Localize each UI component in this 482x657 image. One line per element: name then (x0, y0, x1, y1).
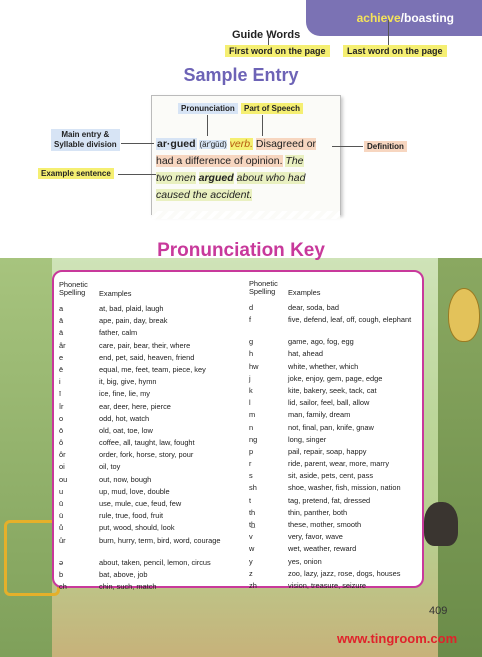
example-words: yes, onion (288, 556, 322, 566)
example-words: use, mule, cue, feud, few (99, 499, 182, 508)
phonetic-symbol: r (249, 459, 252, 469)
example-words: equal, me, feet, team, piece, key (99, 364, 206, 374)
phonetic-symbol: y (249, 556, 253, 566)
example-words: rule, true, food, fruit (99, 511, 164, 521)
definition-label: Definition (364, 141, 407, 152)
example-words: put, wood, should, look (99, 523, 175, 533)
entry-example-b: two men (156, 172, 196, 184)
example-words: care, pair, bear, their, where (99, 340, 191, 350)
key-row (249, 482, 421, 494)
phonetic-symbol: h (249, 349, 254, 359)
key-row (249, 507, 421, 519)
sample-entry-text (156, 136, 331, 204)
phonetic-symbol: k (249, 385, 253, 395)
phonetic-symbol: îr (59, 401, 64, 411)
example-words: about, taken, pencil, lemon, circus (99, 557, 211, 567)
key-row (59, 569, 249, 581)
key-rows-left (59, 303, 252, 593)
part-of-speech-label: Part of Speech (241, 103, 303, 114)
beehive-illustration (448, 288, 480, 342)
phonetic-symbol: ûr (59, 535, 66, 545)
entry-example-a: The (285, 155, 304, 167)
example-words: order, fork, horse, story, pour (99, 450, 194, 460)
first-word-label: First word on the page (225, 45, 330, 57)
example-words: end, pet, said, heaven, friend (99, 352, 195, 362)
phonetic-symbol: th (249, 507, 256, 517)
example-words: white, whether, which (288, 361, 359, 371)
definition-leader-line (332, 146, 363, 147)
key-row (59, 315, 252, 327)
phonetic-symbol: ə (59, 557, 64, 567)
key-row (59, 327, 249, 339)
phonetic-symbol: u (59, 486, 64, 496)
part-of-speech-leader-line (262, 115, 263, 136)
phonetic-symbol: e (59, 352, 64, 362)
example-words: zoo, lazy, jazz, rose, dogs, houses (288, 568, 401, 578)
example-words: not, final, pan, knife, gnaw (288, 422, 374, 432)
phonetic-symbol: j (249, 373, 251, 383)
key-rows-right (249, 302, 421, 592)
phonetic-symbol: ou (59, 474, 68, 484)
entry-example-d: caused the accident. (156, 189, 253, 201)
sample-entry-title: Sample Entry (183, 65, 299, 85)
main-entry-label-line1: Main entry & (61, 130, 110, 139)
phonetic-symbol: ch (59, 581, 67, 591)
key-row (249, 373, 421, 385)
key-row (249, 531, 421, 543)
examples-header: Examples (288, 288, 321, 297)
example-words: it, big, give, hymn (99, 377, 157, 387)
phonetic-symbol: t (249, 495, 252, 505)
phonetic-symbol: b (59, 569, 64, 579)
example-words: long, singer (288, 434, 327, 444)
entry-example-c: about who had (236, 172, 306, 184)
key-row (59, 522, 249, 534)
pronunciation-leader-line (207, 115, 208, 136)
example-words: pail, repair, soap, happy (288, 446, 367, 456)
key-row (59, 303, 249, 315)
guide-words-title: Guide Words (232, 29, 301, 41)
key-row (249, 434, 421, 446)
example-words: odd, hot, watch (99, 413, 150, 423)
example-words: game, ago, fog, egg (288, 337, 354, 347)
example-words: shoe, washer, fish, mission, nation (288, 483, 401, 493)
example-words: joke, enjoy, gem, page, edge (288, 373, 383, 383)
phonetic-symbol: g (249, 337, 254, 347)
key-row (59, 449, 249, 461)
last-word-leader-line (388, 20, 389, 45)
phonetic-symbol: l (249, 398, 251, 408)
phonetic-symbol: ī (59, 389, 62, 399)
monkey-illustration (424, 502, 458, 546)
key-row (59, 340, 249, 352)
phonetic-symbol: n (249, 422, 254, 432)
example-words: at, bad, plaid, laugh (99, 304, 164, 313)
key-row (59, 535, 249, 557)
entry-definition-a: Disagreed or (255, 138, 317, 150)
phonetic-symbol: sh (249, 483, 257, 493)
main-entry-label (51, 129, 120, 151)
phonetic-header-line2: Spelling (59, 288, 86, 297)
key-row (249, 543, 421, 555)
phonetic-symbol: ū (59, 499, 64, 508)
key-row (59, 413, 249, 425)
key-row (249, 361, 421, 373)
example-words: kite, bakery, seek, tack, cat (288, 385, 377, 395)
phonetic-symbol: ô (59, 438, 64, 448)
example-words: tag, pretend, fat, dressed (288, 495, 371, 505)
phonetic-symbol: v (249, 532, 253, 542)
example-words: wet, weather, reward (288, 544, 357, 554)
key-row (59, 437, 249, 449)
example-words: ice, fine, lie, my (99, 389, 150, 399)
torn-paper-edge (152, 211, 340, 219)
example-words: ape, pain, day, break (99, 316, 168, 326)
entry-example-word: argued (198, 172, 234, 184)
key-row (249, 314, 421, 336)
key-row (249, 495, 421, 507)
example-words: very, favor, wave (288, 532, 343, 542)
example-words: coffee, all, taught, law, fought (99, 438, 195, 448)
key-row (249, 458, 421, 470)
example-words: lid, sailor, feel, ball, allow (288, 398, 370, 408)
example-words: hat, ahead (288, 349, 323, 359)
key-row (249, 348, 421, 360)
phonetic-symbol: ü (59, 511, 64, 521)
phonetic-symbol: m (249, 410, 256, 420)
key-row (249, 422, 421, 434)
phonetic-symbol: f (249, 315, 252, 325)
page-number: 409 (429, 605, 448, 617)
key-row (249, 556, 421, 568)
example-words: oil, toy (99, 462, 121, 472)
phonetic-symbol: s (249, 471, 253, 481)
key-row (59, 364, 249, 376)
phonetic-symbol: p (249, 446, 254, 456)
example-words: ear, deer, here, pierce (99, 401, 171, 411)
phonetic-symbol: ā (59, 316, 64, 326)
example-words: chin, such, match (99, 581, 157, 591)
example-words: out, now, bough (99, 474, 152, 484)
key-row (249, 568, 421, 580)
phonetic-symbol: âr (59, 340, 66, 350)
phonetic-symbol: i (59, 377, 61, 387)
phonetic-spelling-header (59, 281, 88, 297)
example-sentence-label: Example sentence (38, 168, 114, 179)
phonetic-header-line1: Phonetic (59, 280, 88, 289)
watermark: www.tingroom.com (337, 631, 458, 646)
entry-definition-b: had a difference of opinion. (156, 155, 283, 167)
guide-word-separator: / (400, 11, 404, 25)
pronunciation-key-title: Pronunciation Key (157, 240, 325, 261)
key-column-left (59, 280, 252, 593)
key-row (249, 446, 421, 458)
examples-header: Examples (99, 289, 132, 298)
key-row (249, 519, 421, 531)
phonetic-symbol: ō (59, 425, 64, 435)
phonetic-symbol: o (59, 413, 64, 423)
key-row (59, 376, 249, 388)
key-row (249, 397, 421, 409)
example-words: five, defend, leaf, off, cough, elephant (288, 315, 412, 325)
phonetic-spelling-header (249, 280, 278, 296)
key-column-header (249, 280, 421, 302)
phonetic-symbol: z (249, 568, 253, 578)
key-row (59, 352, 249, 364)
last-guide-word: boasting (404, 11, 454, 25)
key-row (59, 474, 249, 486)
phonetic-symbol: w (249, 544, 255, 554)
key-row (249, 470, 421, 482)
phonetic-symbol: a (59, 304, 64, 313)
key-column-header (59, 281, 249, 303)
first-guide-word: achieve (356, 11, 401, 25)
entry-pronunciation: (är′gūd) (199, 140, 227, 149)
phonetic-header-line2: Spelling (249, 287, 276, 296)
phonetic-symbol: ä (59, 328, 64, 338)
key-row (59, 581, 249, 593)
phonetic-symbol: ng (249, 434, 258, 444)
key-row (249, 336, 421, 348)
phonetic-symbol: d (249, 303, 254, 312)
example-words: father, calm (99, 328, 138, 338)
key-row (59, 401, 249, 413)
example-words: bat, above, job (99, 569, 148, 579)
key-row (59, 425, 249, 437)
guide-words (357, 11, 454, 25)
left-foliage-illustration (0, 258, 52, 657)
entry-headword: ar·gued (157, 138, 196, 150)
key-row (249, 409, 421, 421)
key-row (59, 486, 249, 498)
entry-part-of-speech: verb. (229, 138, 253, 150)
phonetic-header-line1: Phonetic (249, 279, 278, 288)
key-row (59, 510, 249, 522)
first-word-leader-line (268, 36, 269, 45)
example-words: old, oat, toe, low (99, 425, 153, 435)
key-row (59, 461, 249, 473)
example-words: these, mother, smooth (288, 520, 362, 529)
phonetic-symbol: ē (59, 364, 64, 374)
example-words: sit, aside, pets, cent, pass (288, 471, 374, 481)
example-words: dear, soda, bad (288, 303, 339, 312)
example-words: up, mud, love, double (99, 486, 170, 496)
example-words: burn, hurry, term, bird, word, courage (99, 535, 221, 545)
phonetic-symbol: th̲ (249, 520, 256, 529)
main-entry-label-line2: Syllable division (54, 140, 117, 149)
key-row (59, 388, 249, 400)
example-words: thin, panther, both (288, 507, 348, 517)
example-words: ride, parent, wear, more, marry (288, 459, 390, 469)
example-words: vision, treasure, seizure (288, 580, 367, 590)
key-row (59, 557, 249, 569)
last-word-label: Last word on the page (343, 45, 447, 57)
key-row (59, 498, 249, 510)
key-column-right (249, 280, 421, 592)
phonetic-symbol: ôr (59, 450, 66, 460)
guide-words-tab (306, 0, 482, 36)
phonetic-symbol: ů (59, 523, 64, 533)
key-row (249, 580, 421, 592)
pronunciation-label: Pronunciation (178, 103, 238, 114)
main-entry-leader-line (121, 143, 154, 144)
phonetic-symbol: oi (59, 462, 65, 472)
phonetic-symbol: hw (249, 361, 259, 371)
example-words: man, family, dream (288, 410, 351, 420)
key-row (249, 302, 421, 314)
phonetic-symbol: zh (249, 580, 257, 590)
key-row (249, 385, 421, 397)
